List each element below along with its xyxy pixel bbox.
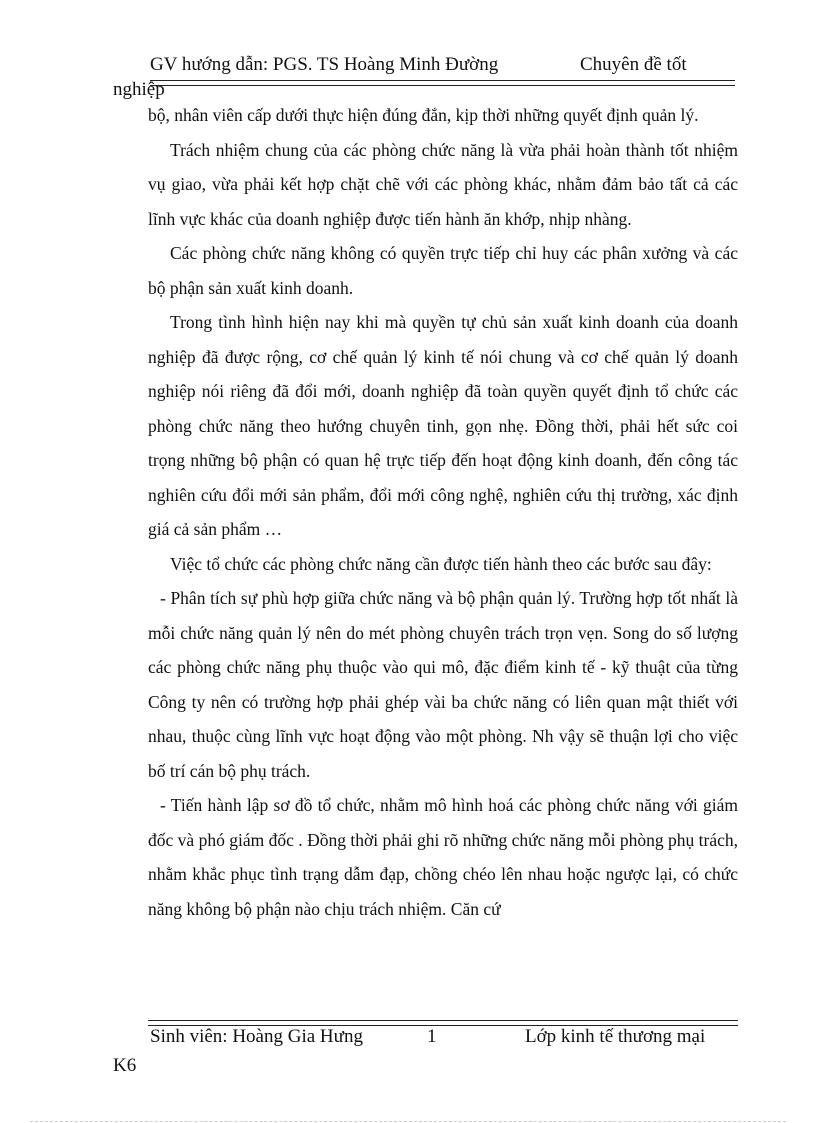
header-title-continuation: nghiệp <box>113 79 165 100</box>
paragraph: Trách nhiệm chung của các phòng chức năng là vừa phải hoàn thành tốt nhiệm vụ giao, vừa phải kết hợp chặt chẽ với các phòng khác, nhằm đảm bảo tất cả các lĩnh vực khác của doanh nghiệp được tiến hành ăn khớp, nhịp nhàng. <box>148 139 738 229</box>
list-item: - Tiến hành lập sơ đồ tổ chức, nhằm mô hình hoá các phòng chức năng với giám đốc và phó giám đốc . Đồng thời phải ghi rõ những chức năng mỗi phòng phụ trách, nhằm khắc phục tình trạng dẫm đạp, chồng chéo lên nhau hoặc ngược lại, có chức năng không bộ phận nào chịu trách nhiệm. Căn cứ <box>148 795 738 919</box>
paragraph-continuation: bộ, nhân viên cấp dưới thực hiện đúng đắn, kịp thời những quyết định quản lý. <box>148 105 699 125</box>
header-title: Chuyên đề tốt <box>580 54 687 75</box>
footer-student: Sinh viên: Hoàng Gia Hưng <box>150 1026 363 1047</box>
paragraph: Việc tổ chức các phòng chức năng cần được tiến hành theo các bước sau đây: <box>170 553 712 574</box>
page-number: 1 <box>427 1026 437 1047</box>
footer-class: Lớp kinh tế thương mại <box>525 1026 706 1047</box>
paragraph: Các phòng chức năng không có quyền trực tiếp chỉ huy các phân xưởng và các bộ phận sản xuất kinh doanh. <box>148 243 738 298</box>
footer-class-continuation: K6 <box>113 1055 137 1076</box>
header-divider <box>150 80 735 86</box>
paragraph: Trong tình hình hiện nay khi mà quyền tự chủ sản xuất kinh doanh của doanh nghiệp đã được rộng, cơ chế quản lý kinh tế nói chung và cơ chế quản lý doanh nghiệp nói riêng đã đổi mới, doanh nghiệp đã toàn quyền quyết định tổ chức các phòng chức năng theo hướng chuyên tinh, gọn nhẹ. Đồng thời, phải hết sức coi trọng những bộ phận có quan hệ trực tiếp đến hoạt động kinh doanh, đến công tác nghiên cứu đổi mới sản phẩm, đổi mới công nghệ, nghiên cứu thị trường, xác định giá cả sản phẩm … <box>148 312 738 539</box>
header-supervisor: GV hướng dẫn: PGS. TS Hoàng Minh Đường <box>150 54 499 75</box>
page-boundary <box>30 1121 786 1122</box>
document-body <box>148 98 738 926</box>
list-item: - Phân tích sự phù hợp giữa chức năng và bộ phận quản lý. Trường hợp tốt nhất là mỗi chức năng quản lý nên do mét phòng chuyên trách trọn vẹn. Song do số lượng các phòng chức năng phụ thuộc vào qui mô, đặc điểm kinh tế - kỹ thuật của từng Công ty nên có trường hợp phải ghép vài ba chức năng có liên quan mật thiết với nhau, thuộc cùng lĩnh vực hoạt động vào một phòng. Nh vậy sẽ thuận lợi cho việc bố trí cán bộ phụ trách. <box>148 588 738 781</box>
